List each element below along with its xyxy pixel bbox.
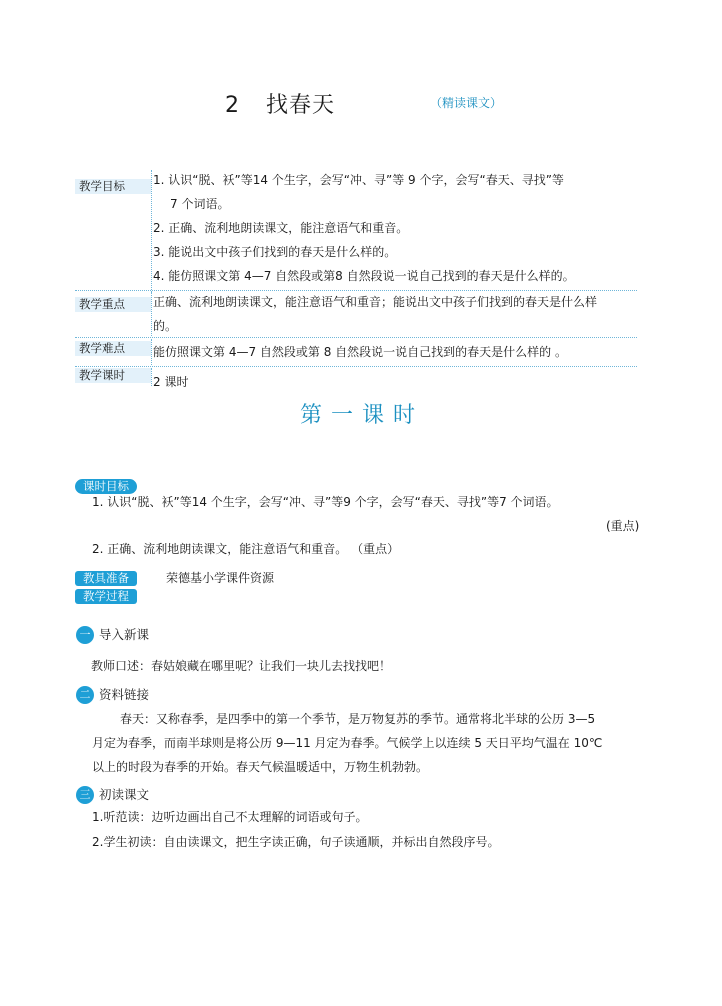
key-divider	[151, 292, 152, 336]
key-line: 正确、流利地朗读课文，能注意语气和重音；能说出文中孩子们找到的春天是什么样	[153, 295, 598, 309]
step-text: 1.听范读：边听边画出自己不太理解的词语或句子。	[92, 810, 368, 824]
prep-text: 荣德基小学课件资源	[166, 571, 275, 585]
difficulty-divider	[151, 339, 152, 365]
key-label: 教学重点	[75, 297, 151, 312]
prep-pill: 教具准备	[75, 571, 137, 586]
lesson-goal-line: 2. 正确、流利地朗读课文，能注意语气和重音。 （重点）	[92, 542, 400, 556]
step-title: 初读课文	[99, 787, 150, 802]
goal-line: 3. 能说出文中孩子们找到的春天是什么样的。	[153, 245, 397, 259]
hours-text: 2 课时	[153, 375, 189, 389]
goals-label: 教学目标	[75, 179, 151, 194]
lesson-goals-pill: 课时目标	[75, 479, 137, 494]
step-title: 资料链接	[99, 687, 150, 702]
hours-divider	[151, 368, 152, 386]
lesson-type: （精读课文）	[430, 96, 503, 110]
process-pill: 教学过程	[75, 589, 137, 604]
step-number-badge: 三	[76, 786, 94, 804]
difficulty-label: 教学难点	[75, 341, 151, 356]
goal-line: 2. 正确、流利地朗读课文，能注意语气和重音。	[153, 221, 409, 235]
section-title: 第一课时	[300, 403, 425, 428]
goal-line: 4. 能仿照课文第 4—7 自然段或第8 自然段说一说自己找到的春天是什么样的。	[153, 269, 575, 283]
hours-label: 教学课时	[75, 368, 151, 383]
lesson-title	[225, 88, 335, 119]
step-title: 导入新课	[99, 627, 150, 642]
difficulty-text: 能仿照课文第 4—7 自然段或第 8 自然段说一说自己找到的春天是什么样的 。	[153, 345, 567, 359]
step-text: 2.学生初读：自由读课文，把生字读正确，句子读通顺，并标出自然段序号。	[92, 835, 500, 849]
step-number-badge: 一	[76, 626, 94, 644]
lesson-number: 2	[225, 93, 240, 118]
key-line: 的。	[153, 319, 178, 333]
lesson-title-text: 找春天	[266, 93, 336, 118]
row-divider	[75, 337, 637, 338]
lesson-goal-line: 1. 认识“脱、袄”等14 个生字，会写“冲、寻”等9 个字，会写“春天、寻找”等7 个词语。	[92, 495, 559, 509]
row-divider	[75, 290, 637, 291]
goal-line: 1. 认识“脱、袄”等14 个生字，会写“冲、寻”等 9 个字，会写“春天、寻找”等	[153, 173, 564, 187]
goals-divider	[151, 170, 152, 296]
lesson-goal-note: (重点)	[606, 519, 640, 533]
step-text: 以上的时段为春季的开始。春天气候温暖适中，万物生机勃勃。	[92, 760, 429, 774]
step-text: 月定为春季，而南半球则是将公历 9—11 月定为春季。气候学上以连续 5 天日平均气温在 10℃	[92, 736, 603, 750]
step-number-badge: 二	[76, 686, 94, 704]
row-divider	[75, 366, 637, 367]
step-text: 教师口述：春姑娘藏在哪里呢？让我们一块儿去找找吧！	[91, 659, 392, 673]
goal-line: 7 个词语。	[170, 197, 230, 211]
step-text: 春天：又称春季，是四季中的第一个季节，是万物复苏的季节。通常将北半球的公历 3—5	[120, 712, 596, 726]
